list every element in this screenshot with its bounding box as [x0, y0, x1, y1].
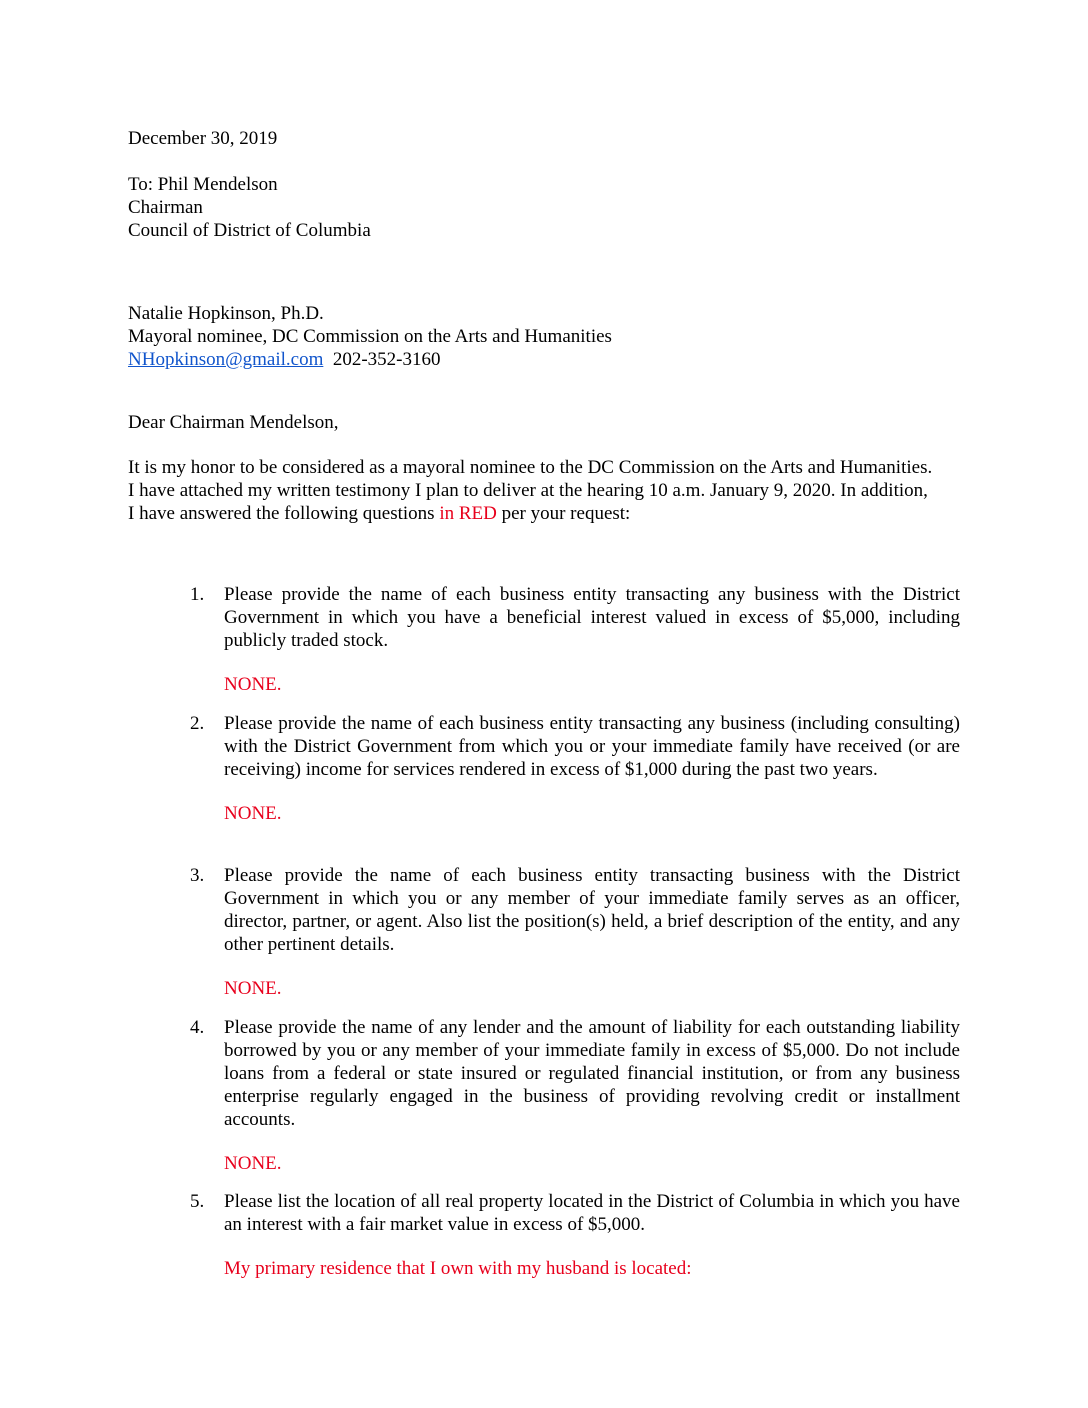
recipient-line-3: Council of District of Columbia [128, 220, 371, 241]
email-link[interactable]: NHopkinson@gmail.com [128, 349, 324, 370]
recipient-line-2: Chairman [128, 197, 203, 218]
question-answer: NONE. [224, 1153, 282, 1174]
question-answer: NONE. [224, 674, 282, 695]
question-4 [190, 1016, 960, 1175]
question-1 [190, 583, 960, 696]
question-number: 3. [190, 865, 205, 886]
question-answer: NONE. [224, 803, 282, 824]
intro-line-2: I have attached my written testimony I plan to deliver at the hearing 10 a.m. January 9, 2020. In addition, [128, 480, 928, 501]
question-answer: My primary residence that I own with my husband is located: [224, 1258, 692, 1279]
phone-number: 202-352-3160 [332, 349, 441, 370]
intro-paragraph [128, 456, 960, 525]
question-number: 4. [190, 1017, 205, 1038]
sender-contact [128, 348, 960, 371]
question-2 [190, 712, 960, 825]
question-text: Please provide the name of any lender and the amount of liability for each outstanding liability borrowed by you or any member of your immediate family in excess of $5,000. Do not include loans from a federal or state insured or regulated financial institution, or from any business enterprise regularly engaged in the business of providing revolving credit or installment accounts. [224, 1017, 960, 1130]
intro-line-3-end: per your request: [496, 503, 631, 524]
sender-block [128, 302, 960, 371]
question-text: Please provide the name of each business entity transacting any business (including consulting) with the District Government from which you or your immediate family have received (or are receiving) income for services rendered in excess of $1,000 during the past two years. [224, 713, 960, 780]
salutation [128, 411, 960, 434]
question-number: 1. [190, 584, 205, 605]
sender-title: Mayoral nominee, DC Commission on the Arts and Humanities [128, 326, 612, 347]
sender-name: Natalie Hopkinson, Ph.D. [128, 303, 324, 324]
question-number: 2. [190, 713, 205, 734]
date-text: December 30, 2019 [128, 128, 278, 149]
question-text: Please provide the name of each business entity transacting any business with the District Government in which you have a beneficial interest valued in excess of $5,000, including publicly traded stock. [224, 584, 960, 651]
question-5 [190, 1190, 960, 1280]
intro-line-3-start: I have answered the following questions [128, 503, 440, 524]
intro-red-text: in RED [439, 503, 497, 524]
letter-date [128, 127, 960, 150]
question-number: 5. [190, 1191, 205, 1212]
intro-line-3 [128, 502, 960, 525]
intro-line-1: It is my honor to be considered as a mayoral nominee to the DC Commission on the Arts and Humanities. [128, 457, 933, 478]
question-answer: NONE. [224, 978, 282, 999]
recipient-line-1: To: Phil Mendelson [128, 174, 278, 195]
salutation-text: Dear Chairman Mendelson, [128, 412, 339, 433]
question-text: Please provide the name of each business entity transacting business with the District Government in which you or any member of your immediate family serves as an officer, director, partner, or agent. Also list the position(s) held, a brief description of the entity, and any other pertinent details. [224, 865, 960, 955]
question-3 [190, 864, 960, 1000]
question-text: Please list the location of all real property located in the District of Columbia in which you have an interest with a fair market value in excess of $5,000. [224, 1191, 960, 1235]
recipient-block [128, 173, 960, 242]
